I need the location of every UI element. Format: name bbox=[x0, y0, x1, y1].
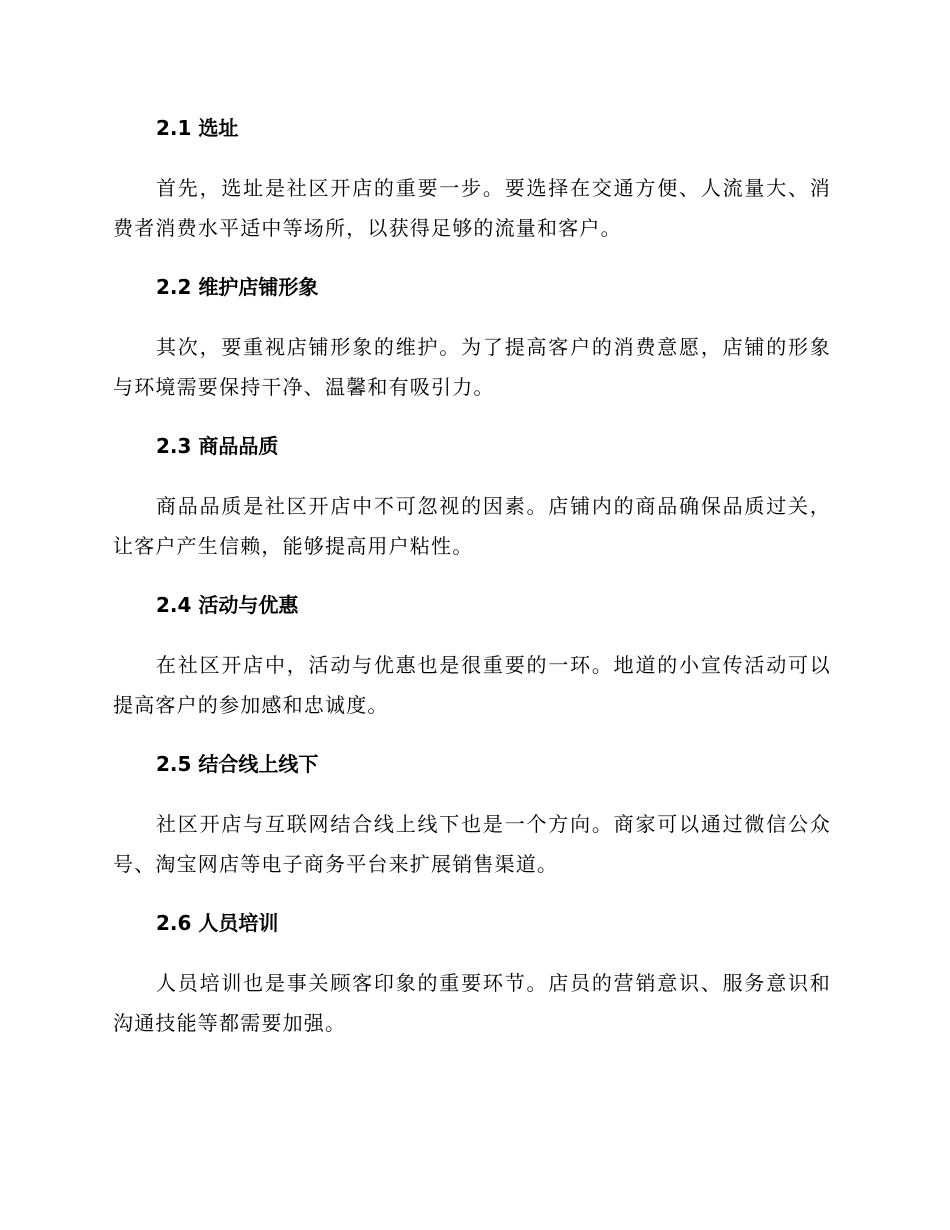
section-heading: 2.3 商品品质 bbox=[156, 434, 279, 458]
document-body bbox=[113, 108, 831, 1062]
section-paragraph: 在社区开店中，活动与优惠也是很重要的一环。地道的小宣传活动可以提高客户的参加感和忠诚度。 bbox=[113, 653, 831, 717]
section-2-1 bbox=[113, 108, 831, 248]
section-paragraph: 社区开店与互联网结合线上线下也是一个方向。商家可以通过微信公众号、淘宝网店等电子商务平台来扩展销售渠道。 bbox=[113, 812, 831, 876]
section-heading: 2.2 维护店铺形象 bbox=[156, 275, 319, 299]
section-2-6 bbox=[113, 903, 831, 1043]
section-2-3 bbox=[113, 426, 831, 566]
section-2-4 bbox=[113, 585, 831, 725]
section-2-5 bbox=[113, 744, 831, 884]
section-2-2 bbox=[113, 267, 831, 407]
section-heading: 2.6 人员培训 bbox=[156, 911, 279, 935]
section-heading: 2.4 活动与优惠 bbox=[156, 593, 299, 617]
section-paragraph: 商品品质是社区开店中不可忽视的因素。店铺内的商品确保品质过关，让客户产生信赖，能够提高用户粘性。 bbox=[113, 494, 831, 558]
section-paragraph: 首先，选址是社区开店的重要一步。要选择在交通方便、人流量大、消费者消费水平适中等场所，以获得足够的流量和客户。 bbox=[113, 176, 831, 240]
section-heading: 2.5 结合线上线下 bbox=[156, 752, 319, 776]
section-heading: 2.1 选址 bbox=[156, 116, 239, 140]
section-paragraph: 其次，要重视店铺形象的维护。为了提高客户的消费意愿，店铺的形象与环境需要保持干净、温馨和有吸引力。 bbox=[113, 335, 831, 399]
section-paragraph: 人员培训也是事关顾客印象的重要环节。店员的营销意识、服务意识和沟通技能等都需要加强。 bbox=[113, 971, 831, 1035]
